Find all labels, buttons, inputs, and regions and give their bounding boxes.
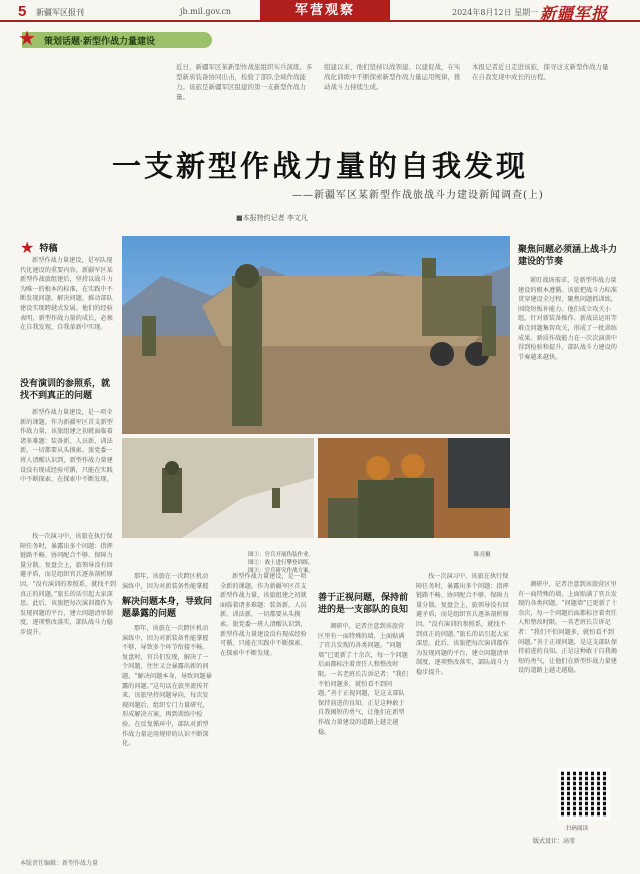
page-number: 5 <box>18 3 27 20</box>
column-3: 那年，该旅在一次跨区机动演练中，因为对新装备性能掌握不够，导致多个环节衔接不畅。复盘时，官兵们发现，解决了一个问题，往往又会暴露出新的问题。“解决问题本身，导致问题暴露的问题。”这句话在旅里流传开来。该旅坚持问题导向，每次发现问题后，组织专门力量研究，形成解决方案，再到训练中检验。在反复循环中，部队对新型作战力量运用规律的认识不断深化。 <box>122 625 212 748</box>
intro-col-1: 近日，新疆军区某新型作战旅组织实兵演练，多型新质装备协同出击，检验了部队全域作战能力。该旅是新疆军区组建的第一支新型作战力量。 <box>176 63 313 101</box>
commentary-text: 新型作战力量建设，是军队现代化建设的重要内容。新疆军区某新型作战旅组建后，坚持以战斗力为唯一的根本的标准，在实践中不断发现问题、解决问题，推动部队建设实现跨越式发展。他们的经验表明，新型作战力量的成长，必须在自我发现、自我革新中实现。 <box>20 257 113 332</box>
caption-photo-2: 图②：战士进行攀登训练。 <box>248 560 315 566</box>
issue-date: 2024年8月12日 星期一 <box>452 8 539 17</box>
paper-name: 新疆军区报刊 <box>36 8 84 17</box>
section-head-2: 解决问题本身，导致问题暴露的问题 <box>122 597 213 619</box>
main-photo <box>122 236 510 434</box>
star-icon: ★ <box>20 238 35 257</box>
column-1b: 找一次演习中，该旅在执行保障任务时，暴露出多个问题：指挥链路不畅、协同配合不够、保障力量分散。复盘会上，旅领导没有回避矛盾，而是组织官兵逐条剖析原因。“没有演训的参照系，就找不到真正的问题。”旅长的话引起大家深思。此后，该旅把每次演训都作为发现问题的平台，建立问题清单制度，逐项整改落实，部队战斗力稳步提升。 <box>20 533 116 636</box>
topic-label: 策划话题·新型作战力量建设 <box>44 36 155 46</box>
commentary-title: 特稿 <box>39 243 58 253</box>
column-right-b: 调研中，记者注意到该旅营区里有一面特殊的墙，上面贴满了官兵发现的各类问题。“问题墙”已更新了十余次，每一个问题后面都标注着责任人和整改时限。一名老班长告诉记者：“我们不怕问题多，就怕看不到问题。”善于正视问题，是这支部队保持前进的良知。正是这种敢于自我揭短的勇气，让他们在新型作战力量建设的道路上越走越稳。 <box>518 581 618 675</box>
intro-col-2: 组建以来，他们坚持以战领建、以建促战，在实战化训练中不断探索新型作战力量运用规律，推动战斗力持续生成。 <box>324 63 461 91</box>
photo-2 <box>122 438 314 538</box>
section-head-3: 善于正视问题，保持前进的是一支部队的良知 <box>318 593 409 615</box>
topic-banner <box>18 26 212 50</box>
column-1a: 新型作战力量建设，是一项全新的课题。作为新疆军区首支新型作战力量，该旅组建之初就面临着诸多难题：装备新、人员新、训法新，一切都要从头摸索。旅党委一班人清醒认识到，新型作战力量建设没有现成经验可循，只能在实践中不断探索、在探索中不断发现。 <box>20 409 113 484</box>
caption-main-photo: 图①：官兵开展伪装作业。 <box>248 552 315 558</box>
footer-designer: 版式设计：高莹 <box>533 838 576 845</box>
column-3-lead: 那年，该旅在一次跨区机动演练中，因为对新装备性能掌握 <box>122 573 209 590</box>
intro-col-3: 本报记者近日走进该旅，探寻这支新型作战力量在自我发现中成长的历程。 <box>472 63 609 81</box>
qr-code[interactable] <box>558 768 610 820</box>
footer-editor: 本版责任编辑：新型作战力量 <box>20 860 99 867</box>
paper-url[interactable]: jb.mil.gov.cn <box>180 7 232 16</box>
main-headline: 一支新型作战力量的自我发现 <box>111 149 528 183</box>
page-header <box>0 0 640 22</box>
caption-photo-3: 图③：官兵研究作战方案。 <box>248 568 315 574</box>
photo-3 <box>318 438 510 538</box>
column-right-a: 紧盯战场需求，是新型作战力量建设的根本遵循。该旅把战斗力标准贯穿建设全过程，聚焦问题抓训练，围绕短板补能力。他们成立攻关小组，针对新装备操作、新战法运用等难点问题集智攻关，形成了一批训练成果。新质作战能力在一次次演训中得到检验和提升，部队战斗力建设的节奏越来越快。 <box>518 277 617 361</box>
column-4: 新型作战力量建设，是一项全新的课题。作为新疆军区首支新型作战力量，该旅组建之初就面临着诸多难题：装备新、人员新、训法新，一切都要从头摸索。旅党委一班人清醒认识到，新型作战力量建设没有现成经验可循，只能在实践中不断探索、在探索中不断发现。 <box>220 573 307 657</box>
column-6: 找一次演习中，该旅在执行保障任务时，暴露出多个问题：指挥链路不畅、协同配合不够、保障力量分散。复盘会上，旅领导没有回避矛盾，而是组织官兵逐条剖析原因。“没有演训的参照系，就找不到真正的问题。”旅长的话引起大家深思。此后，该旅把每次演训都作为发现问题的平台，建立问题清单制度，逐项整改落实，部队战斗力稳步提升。 <box>416 573 509 676</box>
section-title: 军营观察 <box>260 0 390 20</box>
section-head-4: 聚焦问题必须涵上战斗力建设的节奏 <box>518 245 618 267</box>
column-5: 调研中，记者注意到该旅营区里有一面特殊的墙，上面贴满了官兵发现的各类问题。“问题墙”已更新了十余次，每一个问题后面都标注着责任人和整改时限。一名老班长告诉记者：“我们不怕问题多，就怕看不到问题。”善于正视问题，是这支部队保持前进的良知。正是这种敢于自我揭短的勇气，让他们在新型作战力量建设的道路上越走越稳。 <box>318 623 408 736</box>
section-head-1: 没有演训的参照系，就找不到真正的问题 <box>20 379 111 401</box>
photographer-credit: 陈亮摄 <box>474 552 491 558</box>
newspaper-logo: 新疆军报 <box>540 4 609 23</box>
byline: ■本报特约记者 李文凡 <box>236 214 308 222</box>
commentary-label <box>20 236 57 257</box>
qr-label: 扫码阅读 <box>566 826 589 832</box>
subheadline: ——新疆军区某新型作战旅战斗力建设新闻调查(上) <box>292 190 544 201</box>
star-icon: ★ <box>18 26 36 50</box>
